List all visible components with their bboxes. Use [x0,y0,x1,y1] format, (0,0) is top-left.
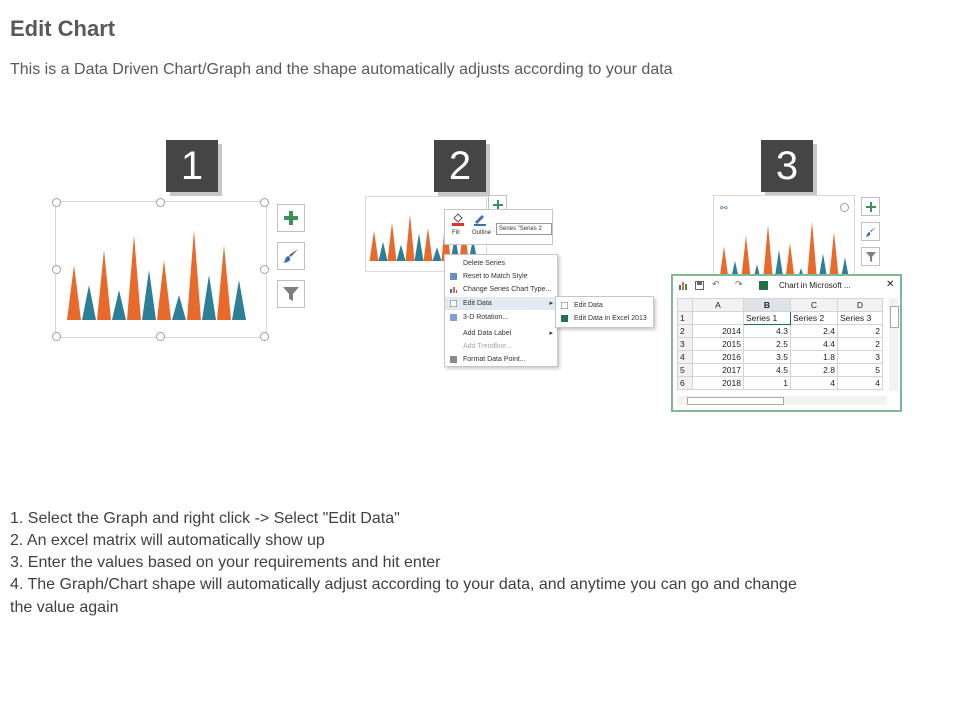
table-row [678,325,883,338]
vertical-scrollbar[interactable] [889,298,898,391]
menu-item-edit-data[interactable] [445,297,557,310]
resize-handle[interactable] [52,265,61,274]
row-header[interactable]: 5 [678,364,693,377]
table-row [678,377,883,390]
cell[interactable]: 2017 [693,364,744,377]
menu-item-add-data-label[interactable] [445,327,557,340]
spike-mark [388,223,397,262]
spike-mark [82,285,96,320]
step-1-badge: 1 [166,140,218,192]
cell[interactable]: 2018 [693,377,744,390]
chart-filters-button[interactable] [861,247,880,266]
row-header[interactable]: 1 [678,312,693,325]
scroll-thumb[interactable] [687,397,784,405]
menu-item-reset-style[interactable] [445,270,557,283]
spike-mark [97,250,111,320]
excel-window-title: Chart in Microsoft ... [779,281,851,290]
cell[interactable] [693,312,744,325]
instruction-3: 3. Enter the values based on your requirements and hit enter [10,554,441,571]
horizontal-scrollbar[interactable] [677,396,887,405]
submenu-item-label: Edit Data in Excel 2013 [574,315,647,322]
fill-button[interactable] [451,213,465,236]
table-row [678,351,883,364]
chart-icon [679,281,688,290]
menu-item-change-chart-type[interactable] [445,283,557,296]
table-row [678,312,883,325]
row-header[interactable]: 6 [678,377,693,390]
instruction-4: 4. The Graph/Chart shape will automatically adjust according to your data, and anytime you can go and change [10,576,797,593]
plus-icon [493,200,503,210]
filter-icon [282,285,300,303]
instruction-1: 1. Select the Graph and right click -> Select "Edit Data" [10,510,400,527]
series-select-value: Series "Series 2 [499,226,542,232]
brush-icon [282,247,300,265]
corner-cell[interactable] [678,299,693,312]
spike-mark [142,270,156,320]
column-header-row [678,299,883,312]
menu-item-3d-rotation[interactable] [445,311,557,324]
format-icon [450,356,457,363]
menu-item-label: 3-D Rotation... [463,314,509,321]
cell[interactable]: 4 [791,377,838,390]
resize-handle[interactable] [260,265,269,274]
close-icon[interactable]: ✕ [886,279,895,290]
cell[interactable]: 2014 [693,325,744,338]
chart-styles-button[interactable] [277,242,305,270]
plus-icon [283,210,299,226]
excel-window [671,274,902,412]
spike-mark [807,221,818,278]
fill-label: Fill [452,230,460,236]
menu-item-label: Change Series Chart Type... [463,286,552,293]
menu-item-label: Edit Data [463,300,492,307]
link-icon: ⚯ [720,203,728,213]
chart-3[interactable] [713,195,855,278]
table-icon [450,300,457,307]
resize-handle[interactable] [156,198,165,207]
row-header[interactable]: 3 [678,338,693,351]
instruction-4-continued: the value again [10,599,119,616]
menu-item-label: Delete Series [463,260,506,267]
save-icon[interactable] [695,281,704,290]
spike-mark [202,275,216,320]
cell[interactable]: 4.3 [744,325,791,338]
brush-icon [865,226,877,238]
menu-item-label: Add Data Label [463,330,512,337]
cell[interactable]: 2 [838,338,883,351]
instruction-2: 2. An excel matrix will automatically show up [10,532,325,549]
cell[interactable]: 2.8 [791,364,838,377]
spike-mark [741,236,752,278]
spike-mark [112,290,126,320]
plus-icon [866,202,876,212]
submenu-item-label: Edit Data [574,302,603,309]
column-header[interactable]: B [744,299,791,312]
paint-bucket-icon [451,213,465,226]
cell[interactable]: 2.5 [744,338,791,351]
submenu-arrow-icon: ▸ [549,300,553,307]
context-menu [444,254,558,367]
cell[interactable]: 2015 [693,338,744,351]
row-header[interactable]: 2 [678,325,693,338]
spike-mark [763,225,774,278]
menu-item-add-trendline [445,340,557,353]
resize-handle[interactable] [260,198,269,207]
menu-item-format-data-point[interactable] [445,353,557,366]
chart-styles-button[interactable] [861,222,880,241]
row-header[interactable]: 4 [678,351,693,364]
spike-mark [157,260,171,320]
menu-item-delete-series[interactable] [445,257,557,270]
spike-mark [424,228,433,261]
spike-mark [829,232,840,278]
scroll-thumb[interactable] [890,306,899,328]
spike-mark [67,265,81,320]
cell[interactable]: 4 [838,377,883,390]
submenu-arrow-icon: ▸ [549,330,553,337]
excel-title-bar [677,279,895,293]
spike-mark [187,230,201,320]
column-header[interactable]: D [838,299,883,312]
resize-handle[interactable] [260,332,269,341]
bar-chart-icon [450,286,457,293]
cell[interactable]: 4.4 [791,338,838,351]
chart-filters-button[interactable] [277,280,305,308]
spike-mark [785,243,796,278]
submenu-item-edit-data[interactable] [556,299,653,312]
series-select[interactable] [496,223,552,235]
rotation-icon [450,314,457,321]
chart-elements-button[interactable] [277,204,305,232]
spike-mark [379,242,388,261]
column-header[interactable]: A [693,299,744,312]
cell[interactable]: 1 [744,377,791,390]
cell[interactable]: Series 2 [791,312,838,325]
table-row [678,338,883,351]
spike-mark [370,231,379,261]
reset-icon [450,273,457,280]
resize-handle[interactable] [156,332,165,341]
cell[interactable]: 1.8 [791,351,838,364]
excel-grid [677,298,883,390]
cell[interactable]: Series 3 [838,312,883,325]
table-row [678,364,883,377]
spike-mark [127,235,141,320]
spike-mark [406,214,415,261]
redo-icon[interactable]: ↷ [735,279,743,289]
cell[interactable]: Series 1 [744,312,791,325]
page-subtitle: This is a Data Driven Chart/Graph and the shape automatically adjusts according to your data [10,61,673,78]
step-3-badge: 3 [761,140,813,192]
excel-icon[interactable] [759,281,768,290]
cell[interactable]: 5 [838,364,883,377]
submenu-item-edit-data-excel[interactable] [556,312,653,325]
spike-mark [397,245,406,262]
cell[interactable]: 3.5 [744,351,791,364]
chart-1[interactable] [55,201,267,338]
resize-handle[interactable] [52,332,61,341]
edit-data-submenu [555,296,654,328]
cell[interactable]: 2016 [693,351,744,364]
pen-icon [473,213,487,226]
resize-handle[interactable] [840,203,849,212]
cell[interactable]: 4.5 [744,364,791,377]
resize-handle[interactable] [52,198,61,207]
spike-chart-1 [56,202,266,337]
undo-icon[interactable]: ↶ [712,279,720,289]
chart-elements-button[interactable] [861,197,880,216]
spike-chart-3 [714,196,854,278]
excel-icon [561,315,568,322]
spike-mark [172,295,186,320]
format-toolbar [444,209,553,245]
spike-mark [433,247,442,261]
outline-button[interactable] [472,213,492,236]
outline-label: Outline [472,230,492,236]
spike-mark [232,280,246,320]
filter-icon [865,251,877,263]
column-header[interactable]: C [791,299,838,312]
spike-mark [415,234,424,262]
table-icon [561,302,568,309]
menu-item-label: Add Trendline... [463,343,513,350]
cell[interactable]: 2 [838,325,883,338]
step-2-badge: 2 [434,140,486,192]
menu-item-label: Format Data Point... [463,356,526,363]
cell[interactable]: 2.4 [791,325,838,338]
spike-mark [217,245,231,320]
menu-item-label: Reset to Match Style [463,273,528,280]
cell[interactable]: 3 [838,351,883,364]
page-title: Edit Chart [10,16,116,41]
